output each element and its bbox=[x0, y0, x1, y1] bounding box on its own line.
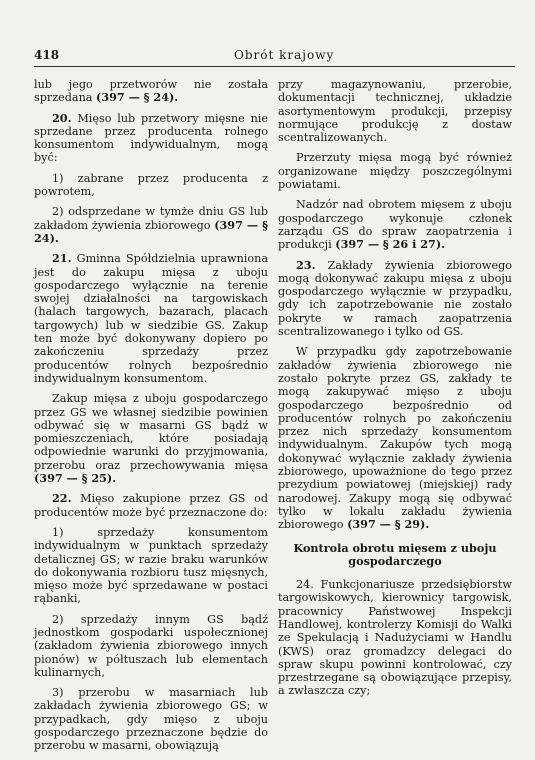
paragraph bbox=[278, 259, 512, 339]
legal-reference: (397 — § 24). bbox=[96, 90, 179, 105]
page-number: 418 bbox=[34, 48, 60, 62]
legal-reference: (397 — § 24). bbox=[34, 217, 268, 245]
list-item: 1) sprzedaży konsumentom indywidualnym w punktach sprzedaży detalicznej GS; w razie braku warunków do dokonywania rozbioru tusz mięsnych, mięso może być sprzedawane w postaci rąbanki, bbox=[34, 525, 268, 606]
legal-reference: (397 — § 25). bbox=[34, 471, 117, 486]
list-item-text: 2) odsprzedane w tymże dniu GS lub zakładom żywienia zbiorowego bbox=[34, 205, 268, 232]
paragraph bbox=[278, 578, 512, 698]
paragraph bbox=[278, 198, 512, 251]
paragraph-text: Zakłady żywienia zbiorowego mogą dokonywać zakupu mięsa z uboju gospodarczego wyłącznie w przypadku, gdy ich zapotrzebowanie nie zostało pokryte w ramach zaopatrzenia scentralizowanego i tylko od GS. bbox=[278, 258, 512, 339]
running-title: Obrót krajowy bbox=[234, 48, 335, 62]
paragraph-text: Zakup mięsa z uboju gospodarczego przez GS we własnej siedzibie powinien odbywać się w masarni GS bądź w pomieszczeniach, które posiadają odpowiednie warunki do przyjmowania, przerobu oraz przechowywania mięsa bbox=[34, 392, 268, 472]
paragraph-text: Gminna Spółdzielnia uprawniona jest do zakupu mięsa z uboju gospodarczego wyłącznie na terenie swojej działalności na targowiskach (halach targowych, bazarach, placach targowych) lub w siedzibie GS. Zakup ten może być dokonywany dopiero po zakończeniu sprzedaży przez producentów rolnych bezpośrednio indywidualnym konsumentom. bbox=[34, 252, 268, 385]
paragraph-text: Mięso zakupione przez GS od producentów może być przeznaczone do: bbox=[34, 492, 268, 519]
paragraph bbox=[34, 112, 268, 165]
paragraph: przy magazynowaniu, przerobie, dokumentacji technicznej, układzie asortymentowym produkcji, przepisy normujące produkcję z dostaw scentralizowanych. bbox=[278, 78, 512, 145]
legal-reference: (397 — § 26 i 27). bbox=[335, 237, 446, 252]
section-heading: Kontrola obrotu mięsem z uboju gospodarczego bbox=[293, 540, 497, 568]
section-number: 22. bbox=[52, 491, 72, 506]
paragraph-text: Nadzór nad obrotem mięsem z uboju gospodarczego wykonuje członek zarządu GS do spraw zaopatrzenia i produkcji bbox=[278, 198, 512, 252]
paragraph bbox=[34, 492, 268, 519]
section-number: 23. bbox=[296, 257, 316, 272]
page-header bbox=[34, 48, 513, 66]
list-item: 1) zabrane przez producenta z powrotem, bbox=[34, 171, 268, 199]
right-column bbox=[278, 78, 512, 705]
section-number: 20. bbox=[52, 110, 72, 125]
paragraph: Przerzuty mięsa mogą być również organizowane między poszczególnymi powiatami. bbox=[278, 151, 512, 192]
section-number: 21. bbox=[52, 251, 72, 266]
paragraph bbox=[278, 345, 512, 531]
paragraph-text: lub jego przetworów nie została sprzedana bbox=[34, 78, 268, 105]
paragraph bbox=[34, 392, 268, 485]
header-rule bbox=[34, 66, 515, 67]
paragraph-text: W przypadku gdy zapotrzebowanie zakładów żywienia zbiorowego nie zostało pokryte przez GS, zakłady te mogą zakupywać mięso z uboju gospodarczego bezpośrednio od producentów rolnych po zakończeniu przez nich sprzedaży konsumentom indywidualnym. Zakupów tych mogą dokonywać wyłącznie zakłady żywienia zbiorowego, upoważnione do tego przez prezydium powiatowej (miejskiej) rady narodowej. Zakupy mogą się odbywać tylko w lokalu zakładu żywienia zbiorowego bbox=[278, 345, 512, 532]
section-number: 24. bbox=[296, 578, 314, 592]
legal-reference: (397 — § 29). bbox=[347, 517, 430, 532]
list-item bbox=[34, 205, 268, 245]
paragraph bbox=[34, 252, 268, 385]
paragraph-text: Funkcjonariusze przedsiębiorstw targowiskowych, kierownicy targowisk, pracownicy Państwowej Inspekcji Handlowej, kontrolerzy Komisji do Walki ze Spekulacją i Nadużyciami w Handlu (KWS) oraz gromadzcy delegaci do spraw skupu powinni kontrolować, czy przestrzegane są obowiązujące przepisy, a zwłaszcza czy; bbox=[278, 578, 512, 698]
list-item: 3) przerobu w masarniach lub zakładach żywienia zbiorowego GS; w przypadkach, gdy mięso z uboju gospodarczego przeznaczone będzie do przerobu w masarni, obowiązują bbox=[34, 686, 268, 753]
list-item: 2) sprzedaży innym GS bądź jednostkom gospodarki uspołecznionej (zakładom żywienia zbiorowego innych pionów) w półtuszach lub elementach kulinarnych, bbox=[34, 612, 268, 679]
paragraph-text: Mięso lub przetwory mięsne nie sprzedane przez producenta rolnego konsumentom indywidualnym, mogą być: bbox=[34, 111, 268, 165]
paragraph bbox=[34, 78, 268, 105]
left-column bbox=[34, 78, 268, 760]
